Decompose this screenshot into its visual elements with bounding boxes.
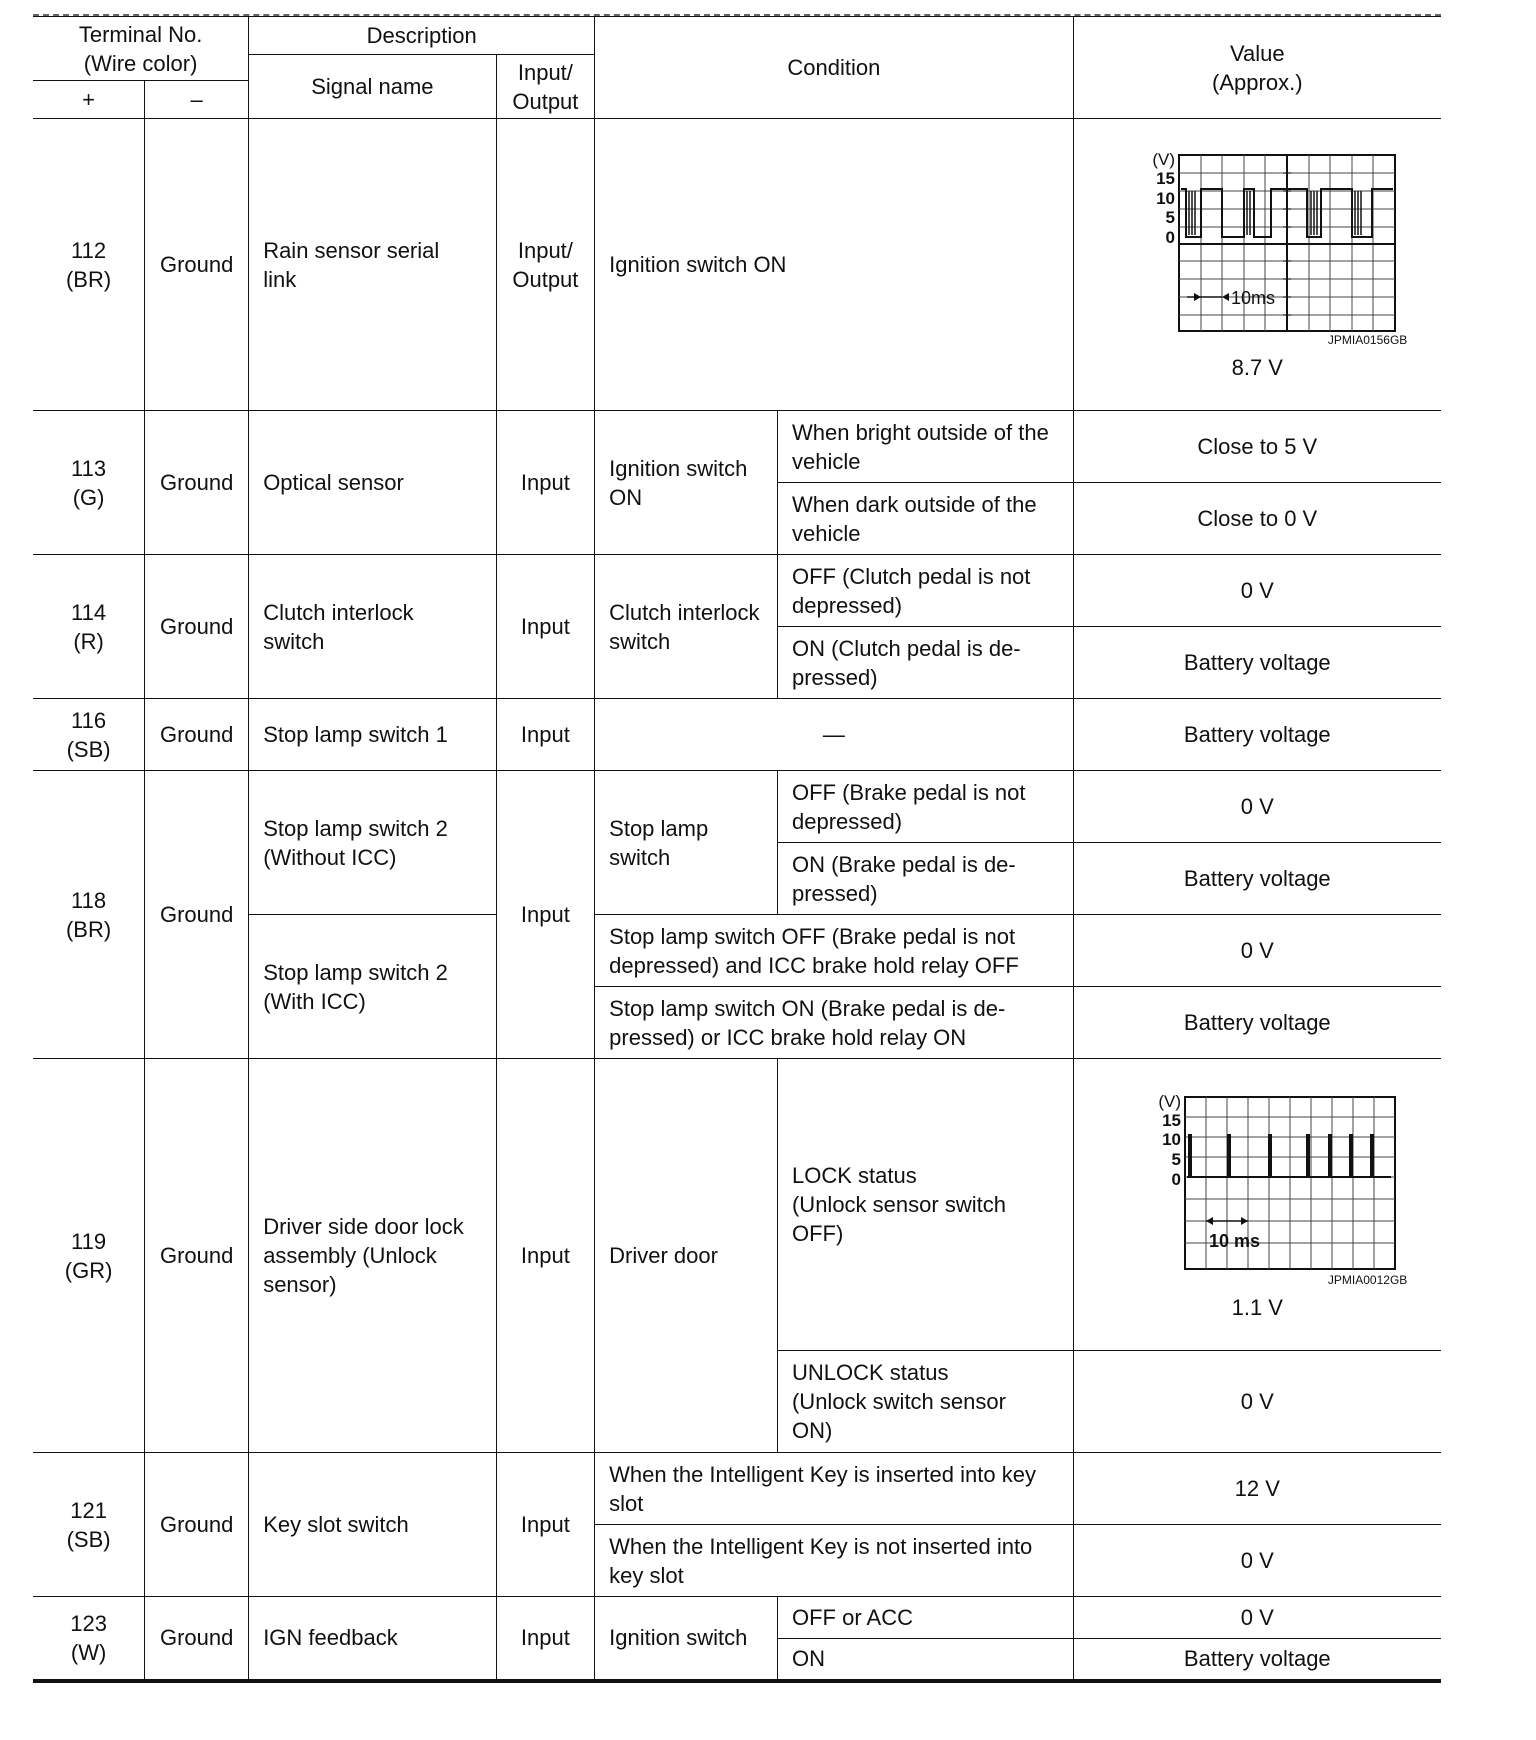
minus-terminal: Ground	[145, 771, 249, 1059]
condition: Ignition switch	[595, 1597, 778, 1681]
condition: Ignition switch ON	[595, 411, 778, 555]
svg-text:(V): (V)	[1158, 1092, 1182, 1111]
condition: Stop lamp switch OFF (Brake pedal is not depressed) and ICC brake hold relay OFF	[595, 915, 1073, 987]
terminal-123: 123 (W)	[33, 1597, 145, 1681]
input-output: Input	[496, 1059, 595, 1453]
terminal-121: 121 (SB)	[33, 1453, 145, 1597]
minus-terminal: Ground	[145, 555, 249, 699]
svg-text:10 ms: 10 ms	[1209, 1231, 1261, 1251]
minus-terminal: Ground	[145, 119, 249, 411]
value-text: Close to 5 V	[1073, 411, 1441, 483]
serial-waveform-chart	[1107, 147, 1407, 333]
condition: Clutch interlock switch	[595, 555, 778, 699]
waveform-figure	[1107, 1087, 1407, 1273]
value-text: 0 V	[1073, 771, 1441, 843]
table-row	[33, 771, 1441, 843]
table-row	[33, 119, 1441, 411]
input-output: Input	[496, 699, 595, 771]
waveform-figure	[1107, 147, 1407, 333]
value-text: Battery voltage	[1073, 843, 1441, 915]
signal-name: IGN feedback	[249, 1597, 496, 1681]
value-text: 0 V	[1073, 1351, 1441, 1453]
header-value: Value (Approx.)	[1073, 17, 1441, 119]
signal-name: Stop lamp switch 2 (With ICC)	[249, 915, 496, 1059]
signal-name: Rain sensor serial link	[249, 119, 496, 411]
svg-text:5: 5	[1171, 1150, 1182, 1169]
signal-name: Stop lamp switch 1	[249, 699, 496, 771]
value-cell	[1073, 119, 1441, 411]
input-output: Input	[496, 411, 595, 555]
table-row	[33, 555, 1441, 627]
sub-condition: OFF (Clutch pedal is not depressed)	[777, 555, 1073, 627]
svg-text:10: 10	[1156, 189, 1176, 208]
signal-name: Stop lamp switch 2 (Without ICC)	[249, 771, 496, 915]
value-text: Battery voltage	[1073, 699, 1441, 771]
condition: Driver door	[595, 1059, 778, 1453]
input-output: Input/ Output	[496, 119, 595, 411]
value-text: Battery voltage	[1073, 987, 1441, 1059]
value-text: Close to 0 V	[1073, 483, 1441, 555]
table-row	[33, 699, 1441, 771]
minus-terminal: Ground	[145, 411, 249, 555]
input-output: Input	[496, 771, 595, 1059]
terminal-118: 118 (BR)	[33, 771, 145, 1059]
value-text: 0 V	[1073, 555, 1441, 627]
sub-condition: UNLOCK status (Unlock switch sensor ON)	[777, 1351, 1073, 1453]
value-text: 0 V	[1073, 915, 1441, 987]
signal-name: Optical sensor	[249, 411, 496, 555]
sub-condition: ON	[777, 1639, 1073, 1681]
terminal-116: 116 (SB)	[33, 699, 145, 771]
figure-code: JPMIA0156GB	[1327, 333, 1408, 347]
table-row	[33, 1059, 1441, 1351]
sub-condition: When dark outside of the vehicle	[777, 483, 1073, 555]
minus-terminal: Ground	[145, 1597, 249, 1681]
lock-pulse-waveform-chart	[1107, 1087, 1407, 1273]
table-row	[33, 1597, 1441, 1639]
terminal-119: 119 (GR)	[33, 1059, 145, 1453]
figure-code: JPMIA0012GB	[1327, 1273, 1408, 1287]
svg-text:(V): (V)	[1152, 150, 1176, 169]
header-input-output: Input/ Output	[496, 55, 595, 119]
condition: Stop lamp switch ON (Brake pedal is de- pressed) or ICC brake hold relay ON	[595, 987, 1073, 1059]
value-cell	[1073, 1059, 1441, 1351]
condition: Ignition switch ON	[595, 119, 1073, 411]
minus-terminal: Ground	[145, 1453, 249, 1597]
header-plus: +	[33, 81, 145, 119]
header-signal-name: Signal name	[249, 55, 496, 119]
value-text: 1.1 V	[1231, 1295, 1283, 1320]
signal-name: Key slot switch	[249, 1453, 496, 1597]
signal-name: Clutch interlock switch	[249, 555, 496, 699]
terminal-114: 114 (R)	[33, 555, 145, 699]
sub-condition: OFF or ACC	[777, 1597, 1073, 1639]
terminal-112: 112 (BR)	[33, 119, 145, 411]
condition: When the Intelligent Key is inserted into key slot	[595, 1453, 1073, 1525]
value-text: Battery voltage	[1073, 1639, 1441, 1681]
terminal-inspection-table	[33, 16, 1441, 1683]
sub-condition: LOCK status (Unlock sensor switch OFF)	[777, 1059, 1073, 1351]
signal-name: Driver side door lock assembly (Unlock sensor)	[249, 1059, 496, 1453]
svg-text:0: 0	[1165, 228, 1176, 247]
value-text: 8.7 V	[1231, 355, 1283, 380]
terminal-113: 113 (G)	[33, 411, 145, 555]
sub-condition: When bright outside of the vehicle	[777, 411, 1073, 483]
header-minus: –	[145, 81, 249, 119]
input-output: Input	[496, 1597, 595, 1681]
table-row	[33, 411, 1441, 483]
header-description: Description	[249, 17, 595, 55]
svg-text:15: 15	[1156, 169, 1176, 188]
header-condition: Condition	[595, 17, 1073, 119]
condition: When the Intelligent Key is not inserted into key slot	[595, 1525, 1073, 1597]
sub-condition: ON (Brake pedal is de- pressed)	[777, 843, 1073, 915]
sub-condition: OFF (Brake pedal is not depressed)	[777, 771, 1073, 843]
header-terminal-no: Terminal No. (Wire color)	[33, 17, 249, 81]
input-output: Input	[496, 555, 595, 699]
value-text: 12 V	[1073, 1453, 1441, 1525]
minus-terminal: Ground	[145, 699, 249, 771]
sub-condition: ON (Clutch pedal is de- pressed)	[777, 627, 1073, 699]
table-row	[33, 1453, 1441, 1525]
svg-text:10ms: 10ms	[1231, 288, 1276, 308]
svg-text:10: 10	[1162, 1130, 1182, 1149]
svg-text:0: 0	[1171, 1170, 1182, 1189]
condition: —	[595, 699, 1073, 771]
svg-text:5: 5	[1165, 208, 1176, 227]
input-output: Input	[496, 1453, 595, 1597]
value-text: 0 V	[1073, 1525, 1441, 1597]
value-text: 0 V	[1073, 1597, 1441, 1639]
minus-terminal: Ground	[145, 1059, 249, 1453]
svg-text:15: 15	[1162, 1111, 1182, 1130]
value-text: Battery voltage	[1073, 627, 1441, 699]
condition: Stop lamp switch	[595, 771, 778, 915]
